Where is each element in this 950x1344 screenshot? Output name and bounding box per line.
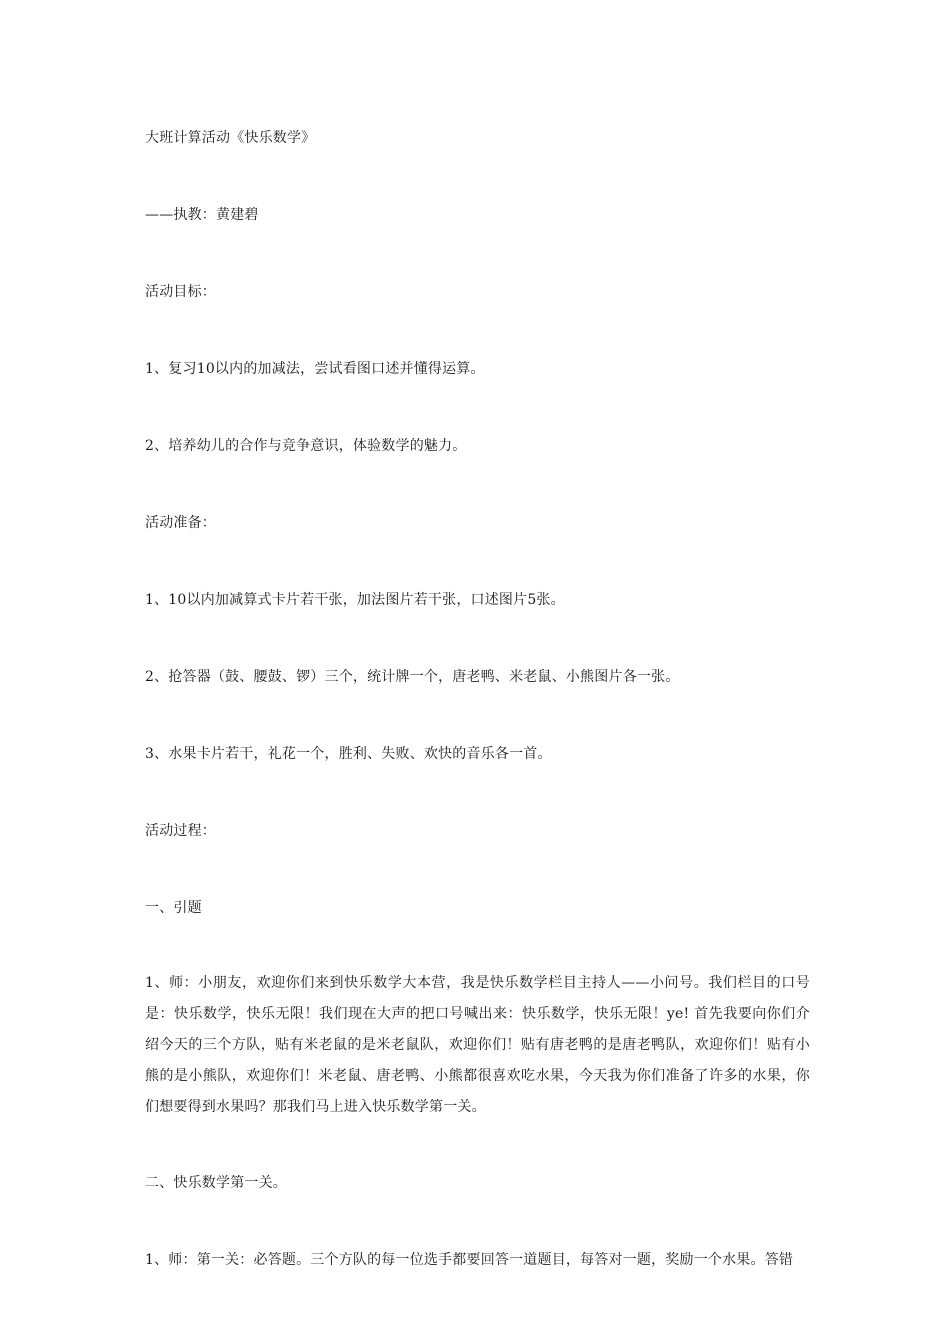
prep-item-1: 1、10以内加减算式卡片若干张，加法图片若干张，口述图片5张。 bbox=[145, 592, 565, 608]
process-heading: 活动过程： bbox=[145, 823, 216, 839]
section-1-heading: 一、引题 bbox=[145, 900, 202, 916]
goal-item-2: 2、培养幼儿的合作与竞争意识，体验数学的魅力。 bbox=[145, 438, 467, 454]
document-title: 大班计算活动《快乐数学》 bbox=[145, 130, 316, 146]
document-page bbox=[145, 121, 810, 1320]
section-1-paragraph: 1、师：小朋友，欢迎你们来到快乐数学大本营，我是快乐数学栏目主持人——小问号。我们栏目的口号是：快乐数学，快乐无限！我们现在大声的把口号喊出来：快乐数学，快乐无限！ye! 首先我要向你们介绍今天的三个方队，贴有米老鼠的是米老鼠队，欢迎你们！贴有唐老鸭的是唐老鸭队，欢迎你们！贴有小熊的是小熊队，欢迎你们！米老鼠、唐老鸭、小熊都很喜欢吃水果，今天我为你们准备了许多的水果，你们想要得到水果吗？那我们马上进入快乐数学第一关。 bbox=[145, 975, 810, 1115]
prep-item-3: 3、水果卡片若干，礼花一个，胜利、失败、欢快的音乐各一首。 bbox=[145, 746, 552, 762]
section-2-paragraph: 1、师：第一关：必答题。三个方队的每一位选手都要回答一道题目，每答对一题，奖励一个水果。答错 bbox=[145, 1252, 794, 1268]
section-2-heading: 二、快乐数学第一关。 bbox=[145, 1175, 287, 1191]
prep-heading: 活动准备： bbox=[145, 515, 216, 531]
author-line: ——执教：黄建碧 bbox=[145, 207, 259, 223]
prep-item-2: 2、抢答器（鼓、腰鼓、锣）三个，统计牌一个，唐老鸭、米老鼠、小熊图片各一张。 bbox=[145, 669, 680, 685]
goal-item-1: 1、复习10以内的加减法，尝试看图口述并懂得运算。 bbox=[145, 361, 485, 377]
goals-heading: 活动目标： bbox=[145, 284, 216, 300]
